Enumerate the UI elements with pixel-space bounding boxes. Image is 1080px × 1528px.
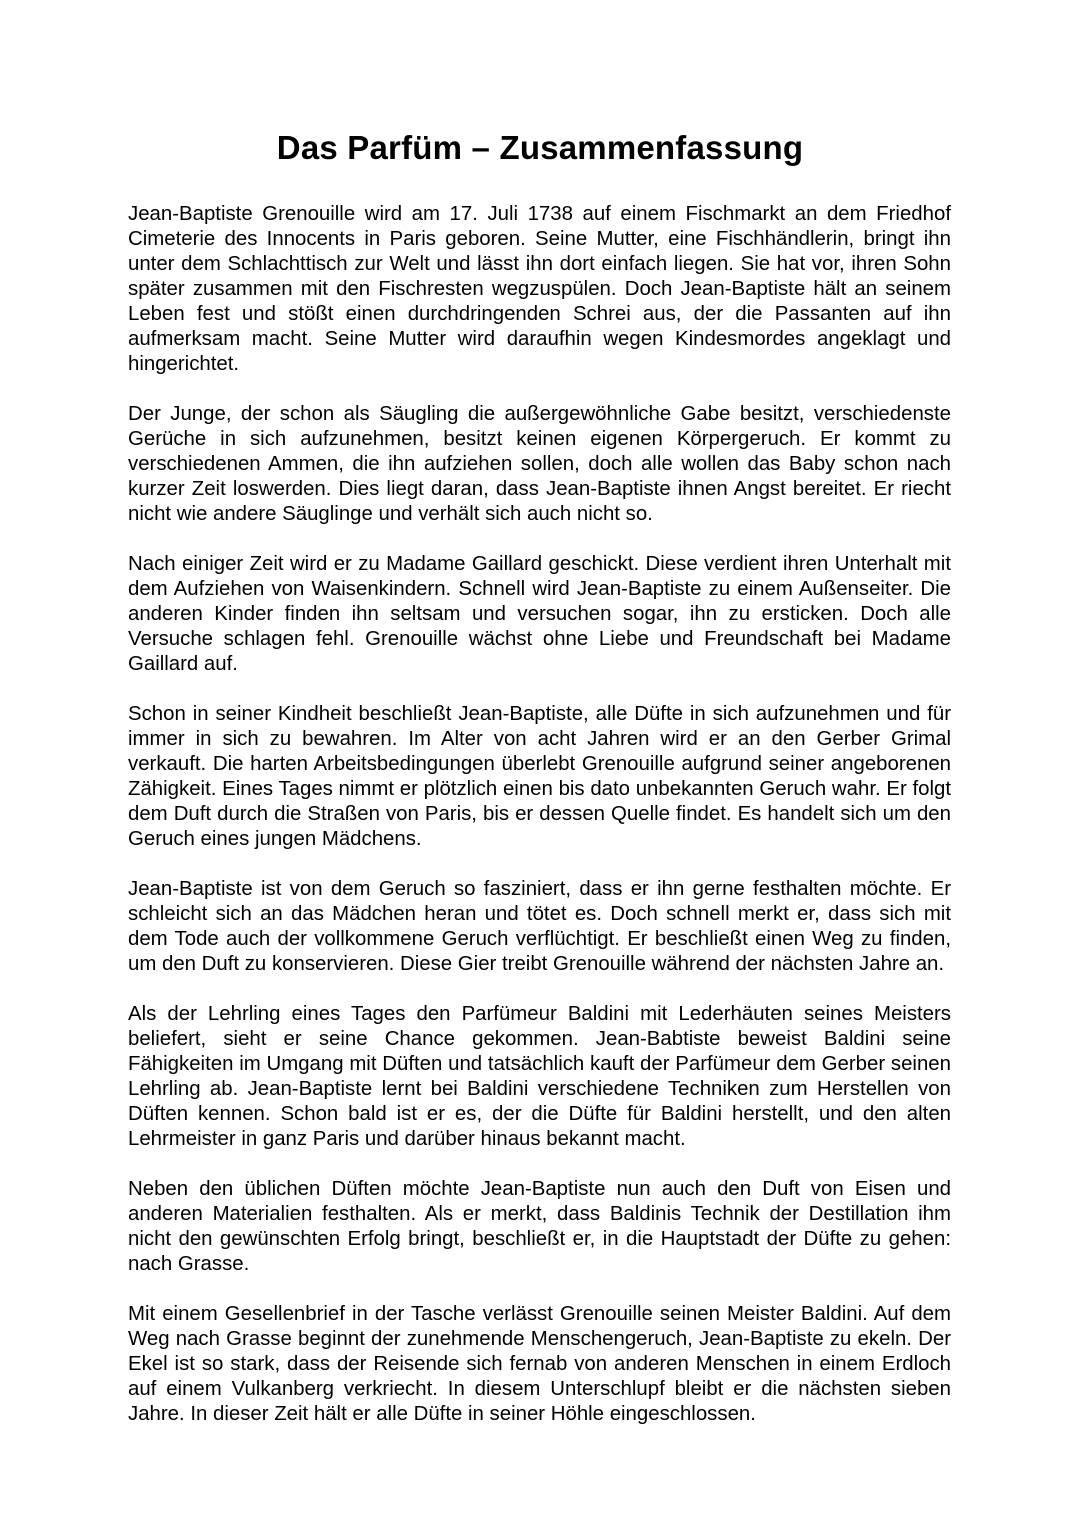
paragraph-grasse-plan: Neben den üblichen Düften möchte Jean-Baptiste nun auch den Duft von Eisen und anderen Materialien festhalten. Als er merkt, dass Baldinis Technik der Destillation ihm nicht den gewünschten Erfolg bringt, beschließt er, in die Hauptstadt der Düfte zu gehen: nach Grasse.	[128, 1178, 951, 1275]
paragraph-madame-gaillard: Nach einiger Zeit wird er zu Madame Gaillard geschickt. Diese verdient ihren Unterhalt mit dem Aufziehen von Waisenkindern. Schnell wird Jean-Baptiste zu einem Außenseiter. Die anderen Kinder finden ihn seltsam und versuchen sogar, ihn zu ersticken. Doch alle Versuche schlagen fehl. Grenouille wächst ohne Liebe und Freundschaft bei Madame Gaillard auf.	[128, 553, 951, 675]
paragraph-birth: Jean-Baptiste Grenouille wird am 17. Juli 1738 auf einem Fischmarkt an dem Friedhof Cimeterie des Innocents in Paris geboren. Seine Mutter, eine Fischhändlerin, bringt ihn unter dem Schlachttisch zur Welt und lässt ihn dort einfach liegen. Sie hat vor, ihren Sohn später zusammen mit den Fischresten wegzuspülen. Doch Jean-Baptiste hält an seinem Leben fest und stößt einen durchdringenden Schrei aus, der die Passanten auf ihn aufmerksam macht. Seine Mutter wird daraufhin wegen Kindesmordes angeklagt und hingerichtet.	[128, 203, 951, 375]
paragraph-baldini: Als der Lehrling eines Tages den Parfümeur Baldini mit Lederhäuten seines Meisters beliefert, sieht er seine Chance gekommen. Jean-Babtiste beweist Baldini seine Fähigkeiten im Umgang mit Düften und tatsächlich kauft der Parfümeur dem Gerber seinen Lehrling ab. Jean-Baptiste lernt bei Baldini verschiedene Techniken zum Herstellen von Düften kennen. Schon bald ist er es, der die Düfte für Baldini herstellt, und den alten Lehrmeister in ganz Paris und darüber hinaus bekannt macht.	[128, 1003, 951, 1150]
paragraph-journey: Mit einem Gesellenbrief in der Tasche verlässt Grenouille seinen Meister Baldini. Auf dem Weg nach Grasse beginnt der zunehmende Menschengeruch, Jean-Baptiste zu ekeln. Der Ekel ist so stark, dass der Reisende sich fernab von anderen Menschen in einem Erdloch auf einem Vulkanberg verkriecht. In diesem Unterschlupf bleibt er die nächsten sieben Jahre. In dieser Zeit hält er alle Düfte in seiner Höhle eingeschlossen.	[128, 1303, 951, 1425]
document-body	[128, 202, 951, 1452]
paragraph-girl-scent: Jean-Baptiste ist von dem Geruch so fasziniert, dass er ihn gerne festhalten möchte. Er schleicht sich an das Mädchen heran und tötet es. Doch schnell merkt er, dass sich mit dem Tode auch der vollkommene Geruch verflüchtigt. Er beschließt einen Weg zu finden, um den Duft zu konservieren. Diese Gier treibt Grenouille während der nächsten Jahre an.	[128, 878, 951, 975]
paragraph-infancy: Der Junge, der schon als Säugling die außergewöhnliche Gabe besitzt, verschiedenste Gerüche in sich aufzunehmen, besitzt keinen eigenen Körpergeruch. Er kommt zu verschiedenen Ammen, die ihn aufziehen sollen, doch alle wollen das Baby schon nach kurzer Zeit loswerden. Dies liegt daran, dass Jean-Baptiste ihnen Angst bereitet. Er riecht nicht wie andere Säuglinge und verhält sich auch nicht so.	[128, 403, 951, 525]
paragraph-grimal: Schon in seiner Kindheit beschließt Jean-Baptiste, alle Düfte in sich aufzunehmen und für immer in sich zu bewahren. Im Alter von acht Jahren wird er an den Gerber Grimal verkauft. Die harten Arbeitsbedingungen überlebt Grenouille aufgrund seiner angeborenen Zähigkeit. Eines Tages nimmt er plötzlich einen bis dato unbekannten Geruch wahr. Er folgt dem Duft durch die Straßen von Paris, bis er dessen Quelle findet. Es handelt sich um den Geruch eines jungen Mädchens.	[128, 703, 951, 850]
page-title: Das Parfüm – Zusammenfassung	[276, 129, 804, 166]
